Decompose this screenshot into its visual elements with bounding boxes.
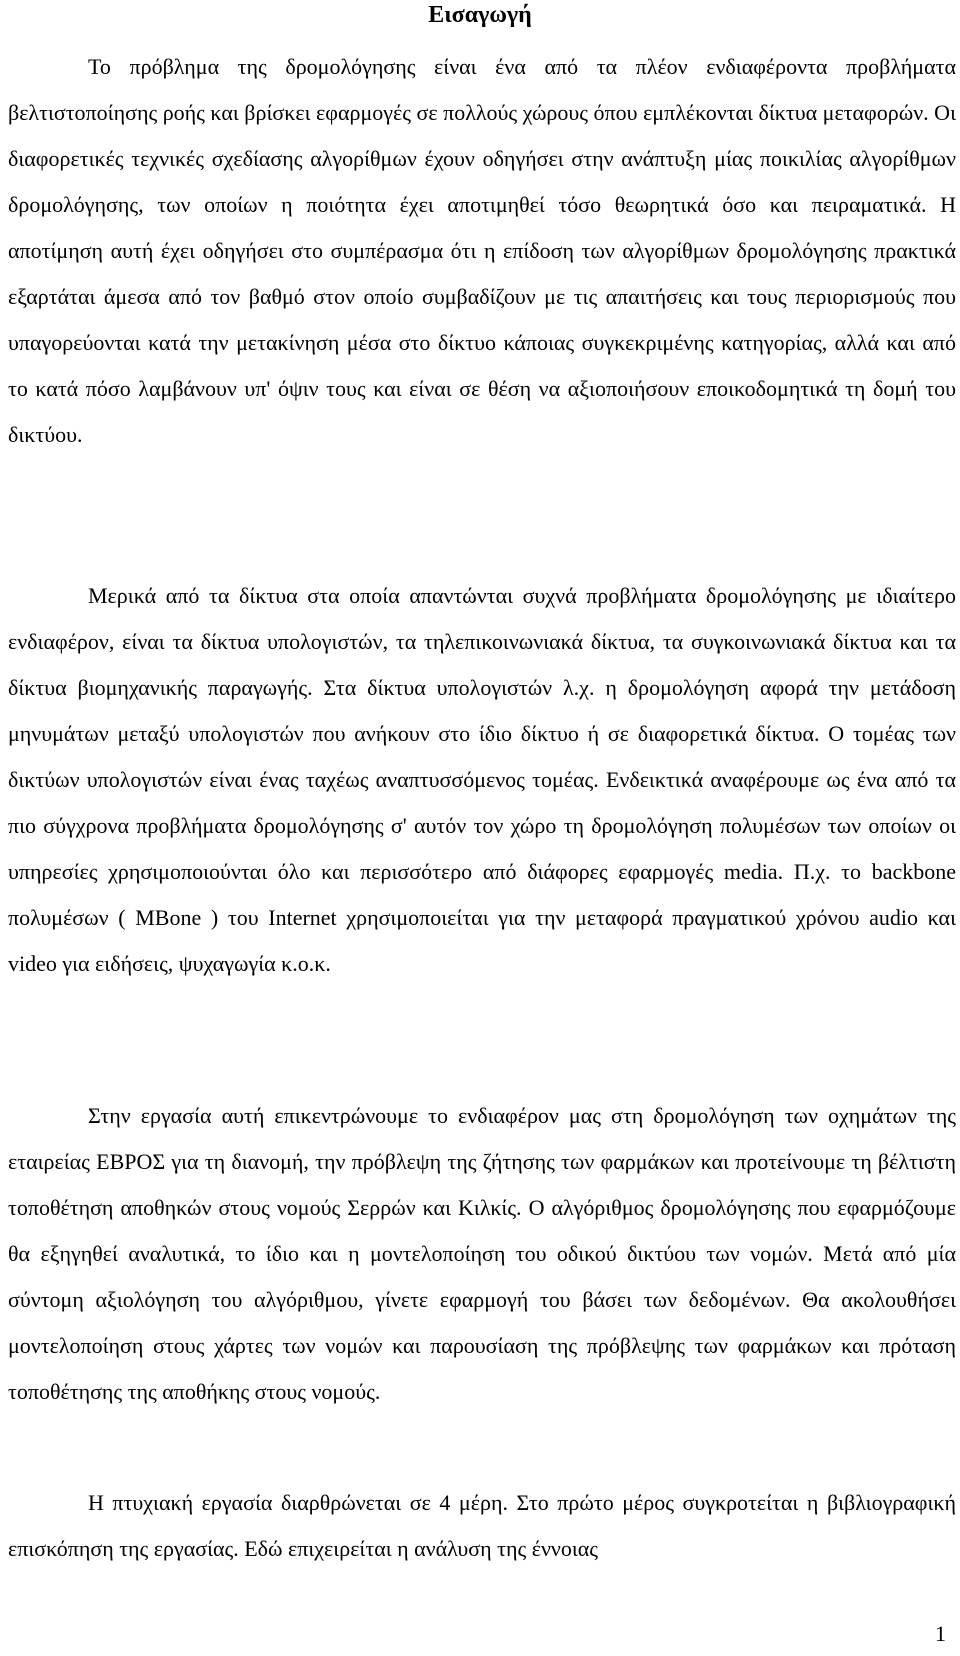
section-title: Εισαγωγή <box>428 2 532 28</box>
page-number: 1 <box>935 1621 946 1646</box>
paragraph-thesis-structure: Η πτυχιακή εργασία διαρθρώνεται σε 4 μέρη. Στο πρώτο μέρος συγκροτείται η βιβλιογραφική επισκόπηση της εργασίας. Εδώ επιχειρείται η ανάλυση της έννοιας <box>8 1490 956 1561</box>
paragraph-network-examples: Μερικά από τα δίκτυα στα οποία απαντώνται συχνά προβλήματα δρομολόγησης με ιδιαίτερο ενδιαφέρον, είναι τα δίκτυα υπολογιστών, τα τηλεπικοινωνιακά δίκτυα, τα συγκοινωνιακά δίκτυα και τα δίκτυα βιομηχανικής παραγωγής. Στα δίκτυα υπολογιστών λ.χ. η δρομολόγηση αφορά την μετάδοση μηνυμάτων μεταξύ υπολογιστών που ανήκουν στο ίδιο δίκτυο ή σε διαφορετικά δίκτυα. Ο τομέας των δικτύων υπολογιστών είναι ένας ταχέως αναπτυσσόμενος τομέας. Ενδεικτικά αναφέρουμε ως ένα από τα πιο σύγχρονα προβλήματα δρομολόγησης σ' αυτόν τον χώρο τη δρομολόγηση πολυμέσων των οποίων οι υπηρεσίες χρησιμοποιούνται όλο και περισσότερο από διάφορες εφαρμογές media. Π.χ. το backbone πολυμέσων ( MBone ) του Internet χρησιμοποιείται για την μεταφορά πραγματικού χρόνου audio και video για ειδήσεις, ψυχαγωγία κ.ο.κ. <box>8 583 956 976</box>
paragraph-thesis-focus: Στην εργασία αυτή επικεντρώνουμε το ενδιαφέρον μας στη δρομολόγηση των οχημάτων της εταιρείας ΕΒΡΟΣ για τη διανομή, την πρόβλεψη της ζήτησης των φαρμάκων και προτείνουμε τη βέλτιστη τοποθέτηση αποθηκών στους νομούς Σερρών και Κιλκίς. Ο αλγόριθμος δρομολόγησης που εφαρμόζουμε θα εξηγηθεί αναλυτικά, το ίδιο και η μοντελοποίηση του οδικού δικτύου των νομών. Μετά από μία σύντομη αξιολόγηση του αλγόριθμου, γίνετε εφαρμογή του βάσει των δεδομένων. Θα ακολουθήσει μοντελοποίηση στους χάρτες των νομών και παρουσίαση της πρόβλεψης των φαρμάκων και πρόταση τοποθέτησης της αποθήκης στους νομούς. <box>8 1103 956 1404</box>
paragraph-routing-problem: Το πρόβλημα της δρομολόγησης είναι ένα από τα πλέον ενδιαφέροντα προβλήματα βελτιστοποίησης ροής και βρίσκει εφαρμογές σε πολλούς χώρους όπου εμπλέκονται δίκτυα μεταφορών. Οι διαφορετικές τεχνικές σχεδίασης αλγορίθμων έχουν οδηγήσει στην ανάπτυξη μίας ποικιλίας αλγορίθμων δρομολόγησης, των οποίων η ποιότητα έχει αποτιμηθεί τόσο θεωρητικά όσο και πειραματικά. Η αποτίμηση αυτή έχει οδηγήσει στο συμπέρασμα ότι η επίδοση των αλγορίθμων δρομολόγησης πρακτικά εξαρτάται άμεσα από τον βαθμό στον οποίο συμβαδίζουν με τις απαιτήσεις και τους περιορισμούς που υπαγορεύονται κατά την μετακίνηση μέσα στο δίκτυο κάποιας συγκεκριμένης κατηγορίας, αλλά και από το κατά πόσο λαμβάνουν υπ' όψιν τους και είναι σε θέση να αξιοποιήσουν εποικοδομητικά τη δομή του δικτύου. <box>8 54 956 447</box>
